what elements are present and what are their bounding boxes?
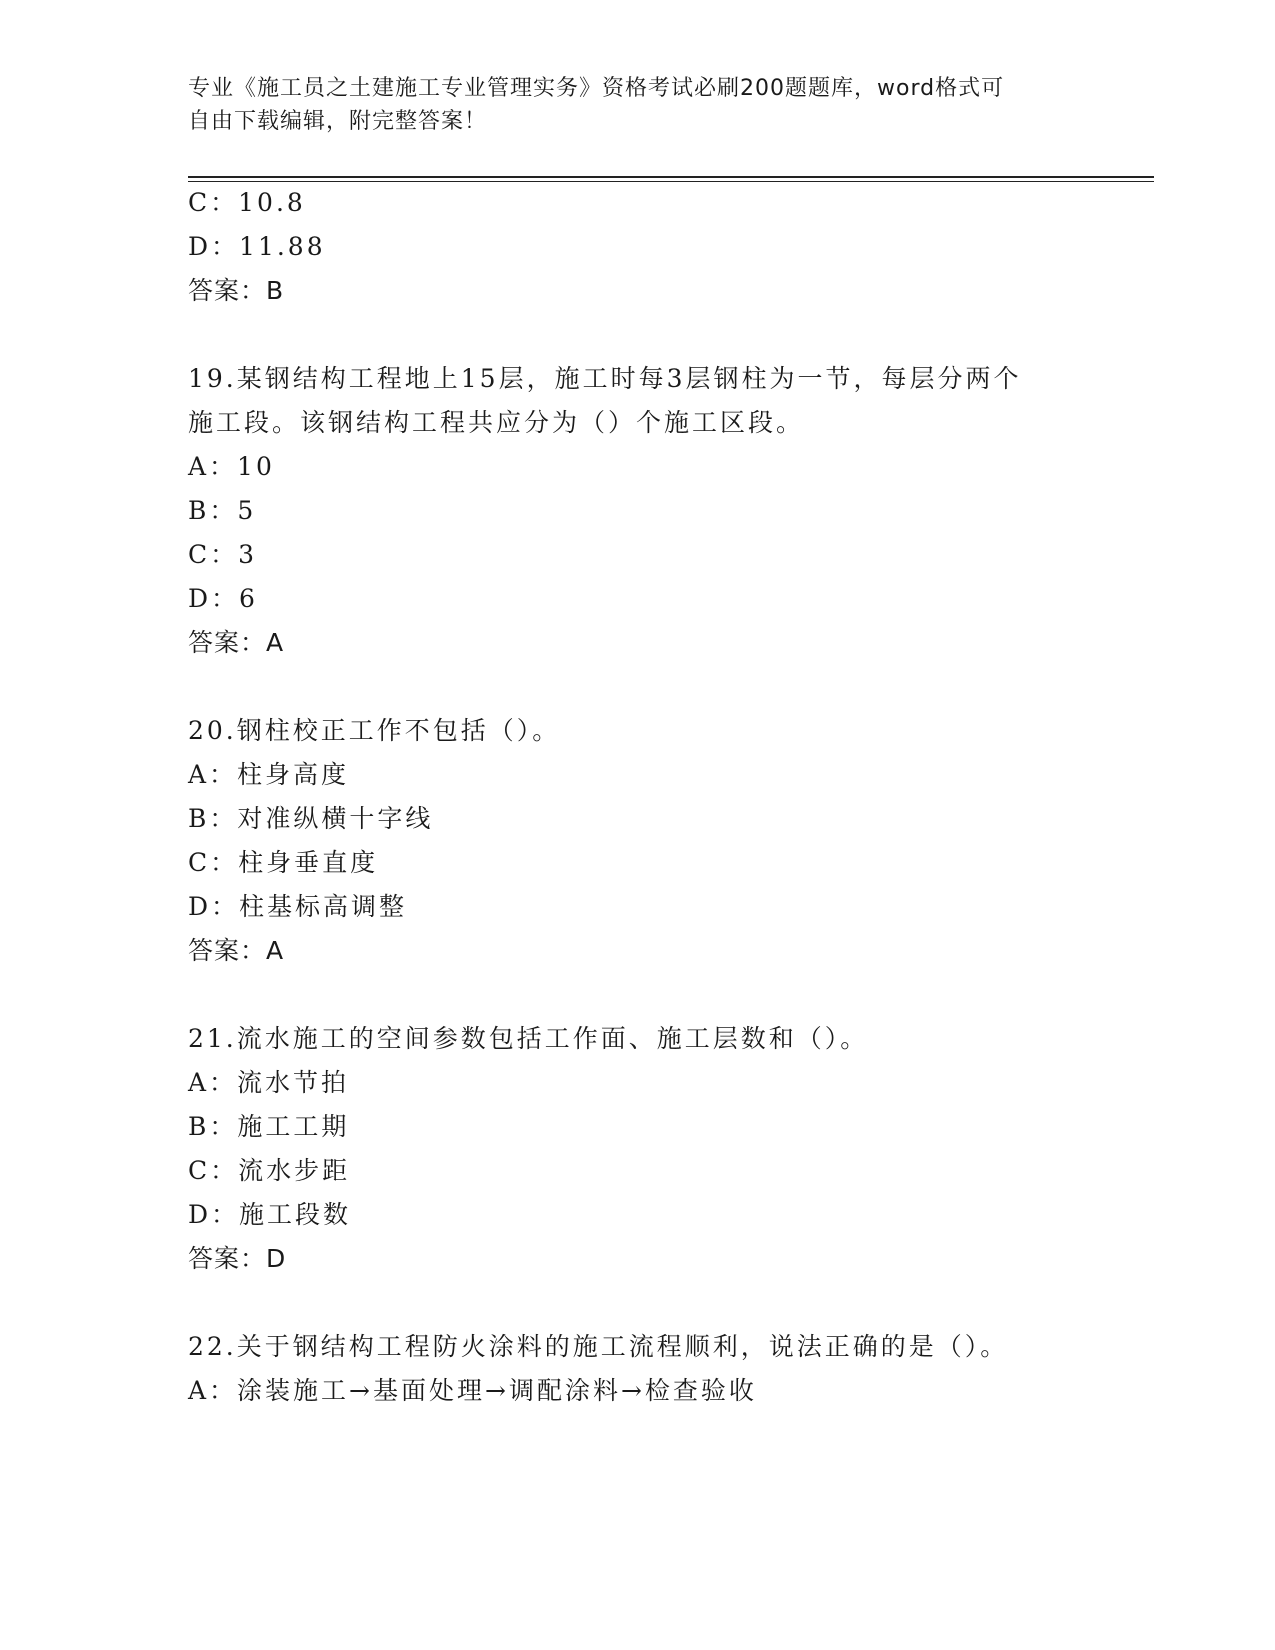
q19-stem-line-1: 19.某钢结构工程地上15层，施工时每3层钢柱为一节，每层分两个	[188, 364, 1022, 393]
q21-option-d: D：施工段数	[188, 1200, 352, 1229]
header-title-line-1: 专业《施工员之土建施工专业管理实务》资格考试必刷200题题库，word格式可	[188, 76, 1005, 101]
q21-option-c: C：流水步距	[188, 1156, 351, 1185]
header-divider-thin	[188, 181, 1154, 182]
q19-option-c: C：3	[188, 540, 258, 569]
q21-answer: 答案：D	[188, 1244, 287, 1273]
q18-option-c: C：10.8	[188, 188, 306, 217]
q22-option-a: A：涂装施工→基面处理→调配涂料→检查验收	[188, 1376, 757, 1405]
q19-option-a: A：10	[188, 452, 275, 481]
q18-option-d: D：11.88	[188, 232, 326, 261]
q21-option-b: B：施工工期	[188, 1112, 350, 1141]
q19-option-d: D：6	[188, 584, 258, 613]
q19-option-b: B：5	[188, 496, 257, 525]
header-divider-thick	[188, 176, 1154, 178]
q20-stem: 20.钢柱校正工作不包括（）。	[188, 716, 561, 745]
q21-option-a: A：流水节拍	[188, 1068, 350, 1097]
q22-stem: 22.关于钢结构工程防火涂料的施工流程顺利，说法正确的是（）。	[188, 1332, 1009, 1361]
q19-answer: 答案：A	[188, 628, 285, 657]
q20-option-b: B：对准纵横十字线	[188, 804, 434, 833]
document-header	[188, 72, 1068, 138]
q20-option-d: D：柱基标高调整	[188, 892, 408, 921]
q20-answer: 答案：A	[188, 936, 285, 965]
q21-stem: 21.流水施工的空间参数包括工作面、施工层数和（）。	[188, 1024, 869, 1053]
q20-option-a: A：柱身高度	[188, 760, 350, 789]
q19-stem-line-2: 施工段。该钢结构工程共应分为（）个施工区段。	[188, 408, 805, 437]
q20-option-c: C：柱身垂直度	[188, 848, 379, 877]
header-title-line-2: 自由下载编辑，附完整答案！	[188, 109, 488, 134]
q18-answer: 答案：B	[188, 276, 285, 305]
